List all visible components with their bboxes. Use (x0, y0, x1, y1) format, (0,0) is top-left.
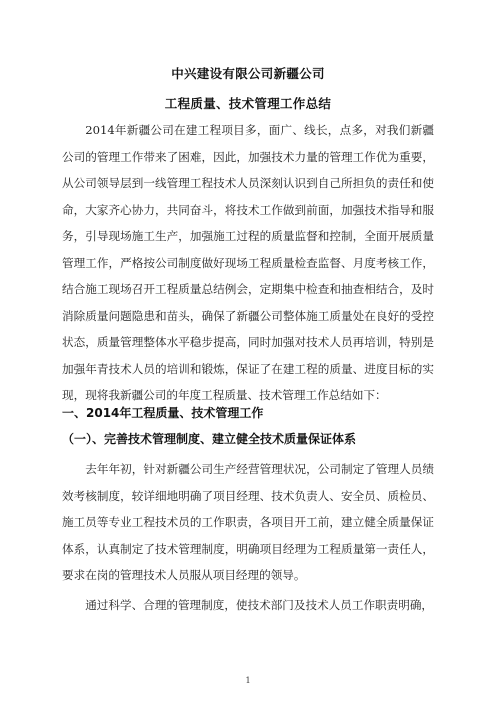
subsection-heading: （一）、完善技术管理制度、建立健全技术质量保证体系 (62, 432, 357, 446)
body-paragraph: 通过科学、合理的管理制度，使技术部门及技术人员工作职责明确， (85, 598, 434, 612)
company-title: 中兴建设有限公司新疆公司 (171, 66, 325, 81)
document-title: 工程质量、技术管理工作总结 (164, 96, 332, 111)
page-number: 1 (245, 676, 251, 685)
section-heading: 一、2014年工程质量、技术管理工作 (62, 406, 264, 420)
body-paragraph: 去年年初，针对新疆公司生产经营管理状况，公司制定了管理人员绩效考核制度，较详细地明确了项目经理、技术负责人、安全员、质检员、施工员等专业工程技术员的工作职责，各项目开工前，建立健全质量保证体系，认真制定了技术管理制度，明确项目经理为工程质量第一责任人，要求在岗的管理技术人员服从项目经理的领导。 (62, 462, 434, 582)
intro-paragraph: 2014年新疆公司在建工程项目多，面广、线长，点多，对我们新疆公司的管理工作带来了困难，因此，加强技术力量的管理工作优为重要，从公司领导层到一线管理工程技术人员深刻认识到自己所担负的责任和使命，大家齐心协力，共同奋斗，将技术工作做到前面，加强技术指导和服务，引导现场施工生产，加强施工过程的质量监督和控制，全面开展质量管理工作，严格按公司制度做好现场工程质量检查监督、月度考核工作，结合施工现场召开工程质量总结例会，定期集中检查和抽查相结合，及时消除质量问题隐患和苗头，确保了新疆公司整体施工质量处在良好的受控状态，质量管理整体水平稳步提高，同时加强对技术人员再培训，特别是加强年青技术人员的培训和锻炼，保证了在建工程的质量、进度目标的实现，现将我新疆公司的年度工程质量、技术管理工作总结如下： (62, 123, 434, 402)
